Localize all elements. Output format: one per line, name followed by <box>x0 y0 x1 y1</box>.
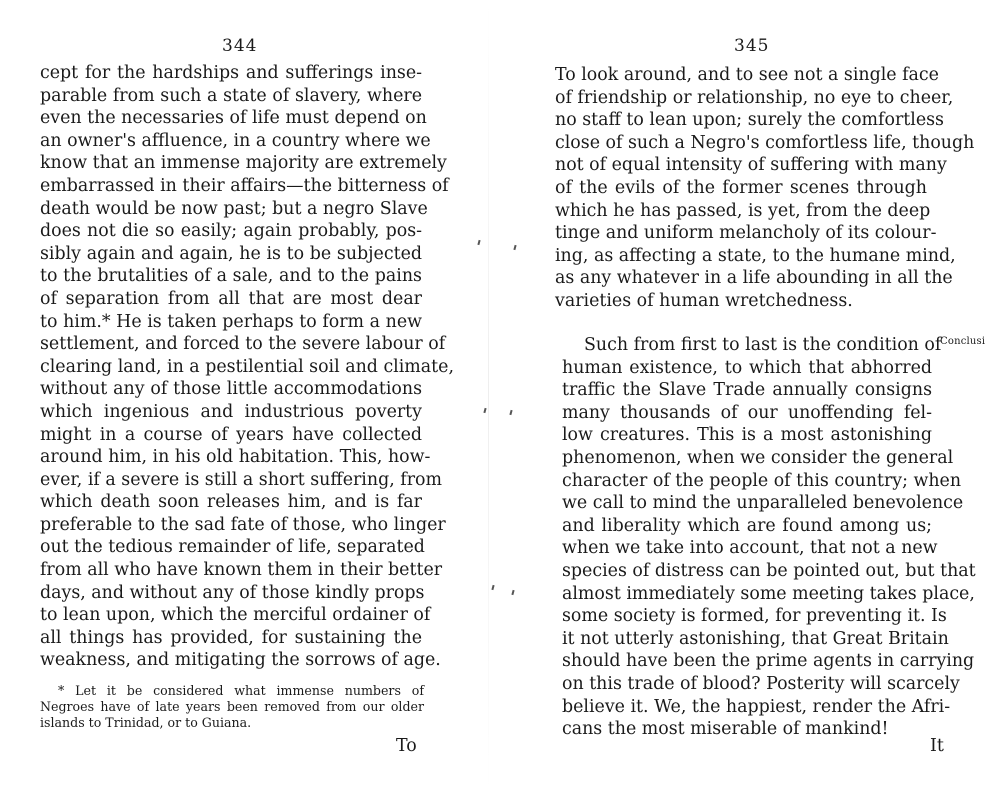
text-line: to the brutalities of a sale, and to the pains <box>40 266 422 287</box>
page-number: 344 <box>222 36 258 56</box>
speck <box>477 240 480 245</box>
text-line: some society is formed, for preventing it. Is <box>562 606 947 627</box>
text-line: days, and without any of those kindly props <box>40 582 425 603</box>
text-line: not of equal intensity of suffering with many <box>555 155 947 176</box>
text-line: and liberality which are found among us; <box>562 515 932 536</box>
text-line: as any whatever in a life abounding in all the <box>555 268 953 289</box>
text-line: To look around, and to see not a single face <box>555 65 939 85</box>
text-line: traffic the Slave Trade annually consigns <box>562 380 932 401</box>
text-line: embarrassed in their affairs—the bitterness of <box>40 175 449 196</box>
text-line: should have been the prime agents in carrying <box>562 651 975 672</box>
text-line: parable from such a state of slavery, where <box>40 85 422 106</box>
text-line: might in a course of years have collected <box>40 424 422 445</box>
text-line: no staff to lean upon; surely the comfortless <box>555 110 944 131</box>
text-line: to him.* He is taken perhaps to form a new <box>40 311 422 332</box>
text-line: clearing land, in a pestilential soil and climate, <box>40 356 454 377</box>
speck <box>513 245 516 250</box>
body-text <box>40 62 454 672</box>
text-line: close of such a Negro's comfortless life, though <box>555 132 975 153</box>
text-line: it not utterly astonishing, that Great Britain <box>562 628 949 649</box>
text-line: cept for the hardships and sufferings inse- <box>40 63 422 83</box>
speck <box>509 410 512 415</box>
text-line: weakness, and mitigating the sorrows of age. <box>40 650 441 671</box>
catchword: It <box>930 736 944 756</box>
footnote <box>40 683 424 731</box>
text-line: human existence, to which that abhorred <box>562 357 932 378</box>
text-line: even the necessaries of life must depend on <box>40 108 427 129</box>
text-line: character of the people of this country; when <box>562 470 962 491</box>
text-line: tinge and uniform melancholy of its colour- <box>555 223 937 244</box>
gutter <box>488 0 489 793</box>
text-line: which death soon releases him, and is far <box>40 492 422 513</box>
text-line: on this trade of blood? Posterity will scarcely <box>562 673 960 694</box>
text-line: of the evils of the former scenes through <box>555 177 927 198</box>
text-line: an owner's affluence, in a country where we <box>40 130 431 151</box>
text-line: around him, in his old habitation. This, how- <box>40 447 431 468</box>
text-line: out the tedious remainder of life, separated <box>40 537 425 558</box>
text-line: sibly again and again, he is to be subjected <box>40 243 422 264</box>
text-line: phenomenon, when we consider the general <box>562 447 954 468</box>
text-line: ever, if a severe is still a short suffering, from <box>40 469 442 490</box>
text-line: Negroes have of late years been removed from our older <box>40 699 424 714</box>
text-line: does not die so easily; again probably, pos- <box>40 221 422 242</box>
text-line: Such from first to last is the condition of <box>584 335 942 355</box>
text-line: we call to mind the unparalleled benevolence <box>562 493 964 514</box>
text-line: islands to Trinidad, or to Guiana. <box>40 715 252 730</box>
text-line: varieties of human wretchedness. <box>555 290 853 311</box>
text-line: from all who have known them in their better <box>40 560 443 581</box>
text-line: almost immediately some meeting takes place, <box>562 583 975 604</box>
catchword: To <box>396 736 417 756</box>
text-line: without any of those little accommodations <box>40 379 422 400</box>
text-line: all things has provided, for sustaining the <box>40 627 422 648</box>
text-line: preferable to the sad fate of those, who linger <box>40 514 446 535</box>
text-line: cans the most miserable of mankind! <box>562 719 889 740</box>
text-line: species of distress can be pointed out, but that <box>562 560 976 581</box>
text-line: settlement, and forced to the severe labour of <box>40 334 446 355</box>
text-line: of separation from all that are most dear <box>40 288 422 309</box>
text-line: ing, as affecting a state, to the humane mind, <box>555 245 956 266</box>
paragraph-1 <box>555 64 975 313</box>
text-line: many thousands of our unoffending fel- <box>562 402 932 423</box>
speck <box>511 590 514 595</box>
text-line: * Let it be considered what immense numbers of <box>58 683 424 698</box>
speck <box>491 585 494 590</box>
text-line: which he has passed, is yet, from the deep <box>555 200 931 221</box>
text-line: when we take into account, that not a new <box>562 538 938 559</box>
page-number: 345 <box>734 36 770 56</box>
text-line: know that an immense majority are extremely <box>40 153 447 174</box>
text-line: low creatures. This is a most astonishing <box>562 425 932 446</box>
text-line: death would be now past; but a negro Slave <box>40 198 428 219</box>
text-line: to lean upon, which the merciful ordainer of <box>40 605 431 626</box>
text-line: which ingenious and industrious poverty <box>40 401 422 422</box>
text-line: believe it. We, the happiest, render the Afri- <box>562 696 951 717</box>
margin-note: Conclusi <box>940 336 985 347</box>
text-line: of friendship or relationship, no eye to cheer, <box>555 87 954 108</box>
speck <box>483 408 486 413</box>
